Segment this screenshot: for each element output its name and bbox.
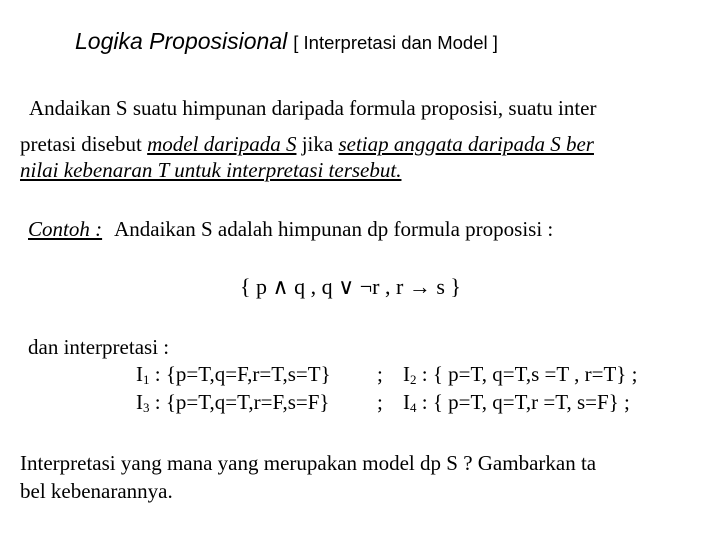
- formula-set: { p ∧ q , q ∨ ¬r , r → s }: [240, 274, 461, 299]
- definition-line-2-mid: jika: [296, 132, 339, 156]
- definition-condition: setiap anggata daripada S ber: [338, 132, 594, 156]
- question-line-2: bel kebenarannya.: [20, 479, 173, 503]
- interpretation-intro: dan interpretasi :: [28, 335, 170, 359]
- definition-line-3: nilai kebenaran T untuk interpretasi tersebut.: [20, 158, 402, 182]
- title-main: Logika Proposisional: [75, 28, 288, 54]
- definition-line-2: [20, 131, 594, 157]
- example-line: [28, 216, 553, 242]
- interpretation-i1: $I_1$ : {p=T,q=F,r=T,s=T}: [136, 362, 331, 387]
- definition-term-model: model daripada S: [147, 132, 297, 156]
- example-text: Andaikan S adalah himpunan dp formula proposisi :: [114, 217, 554, 241]
- question-line-1: Interpretasi yang mana yang merupakan model dp S ? Gambarkan ta: [20, 451, 597, 475]
- definition-line-1: Andaikan S suatu himpunan daripada formula proposisi, suatu inter: [29, 96, 597, 120]
- interpretation-i4: $I_4$ : { p=T, q=T,r =T, s=F} ;: [403, 390, 630, 415]
- example-label: Contoh :: [28, 217, 103, 241]
- interpretation-i3: $I_3$ : {p=T,q=T,r=F,s=F}: [136, 390, 330, 415]
- interpretation-i2: $I_2$ : { p=T, q=T,s =T , r=T} ;: [403, 362, 638, 387]
- interpretation-separator-2: ;: [377, 390, 383, 414]
- interpretation-separator-1: ;: [377, 362, 383, 386]
- page-title: [75, 28, 498, 55]
- title-subtitle: [ Interpretasi dan Model ]: [293, 32, 498, 53]
- definition-line-2-prefix: pretasi disebut: [20, 132, 148, 156]
